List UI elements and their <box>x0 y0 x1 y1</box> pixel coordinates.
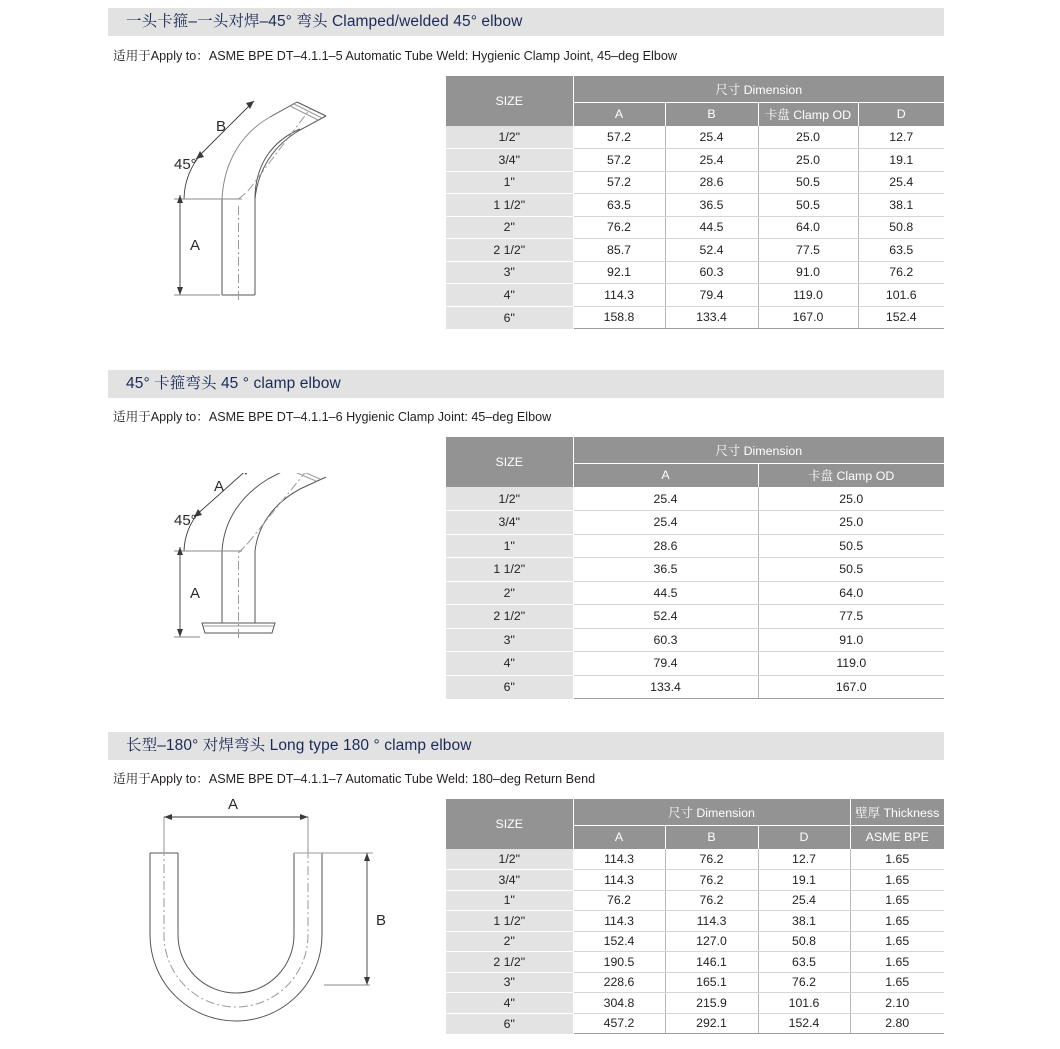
cell-a: 25.4 <box>573 511 758 535</box>
cell-d: 12.7 <box>758 849 850 870</box>
dimension-label-b: B <box>376 912 387 929</box>
cell-size: 3/4" <box>446 149 573 172</box>
table-row <box>446 628 944 652</box>
cell-size: 1" <box>446 534 573 558</box>
column-header-clamp-od: 卡盘 Clamp OD <box>758 102 858 126</box>
cell-a: 57.2 <box>573 126 665 149</box>
table-row <box>446 675 944 699</box>
cell-d: 101.6 <box>858 284 944 307</box>
column-header-a: A <box>573 825 665 849</box>
cell-clamp-od: 77.5 <box>758 605 944 629</box>
cell-b: 215.9 <box>665 993 758 1014</box>
drawing-clamp-45-elbow <box>150 473 430 663</box>
table-body-1 <box>446 126 944 329</box>
table-row <box>446 1013 944 1034</box>
table-row <box>446 605 944 629</box>
cell-b: 60.3 <box>665 261 758 284</box>
column-header-a: A <box>573 102 665 126</box>
cell-a: 190.5 <box>573 952 665 973</box>
column-header-size: SIZE <box>446 76 573 126</box>
column-group-header-thickness: 壁厚 Thickness <box>850 799 944 825</box>
cell-d: 19.1 <box>758 870 850 891</box>
cell-a: 114.3 <box>573 870 665 891</box>
cell-b: 44.5 <box>665 216 758 239</box>
cell-a: 114.3 <box>573 284 665 307</box>
cell-a: 114.3 <box>573 849 665 870</box>
cell-size: 2 1/2" <box>446 605 573 629</box>
cell-clamp-od: 167.0 <box>758 306 858 329</box>
cell-a: 152.4 <box>573 931 665 952</box>
dimension-label-a: A <box>228 796 239 813</box>
table-row <box>446 558 944 582</box>
cell-b: 76.2 <box>665 870 758 891</box>
cell-size: 2" <box>446 581 573 605</box>
section-title-1: 一头卡箍–一头对焊–45° 弯头 Clamped/welded 45° elbow <box>108 8 944 36</box>
table-body-3 <box>446 849 944 1034</box>
cell-a: 85.7 <box>573 239 665 262</box>
cell-a: 57.2 <box>573 149 665 172</box>
cell-thickness: 1.65 <box>850 931 944 952</box>
cell-d: 12.7 <box>858 126 944 149</box>
cell-d: 76.2 <box>758 972 850 993</box>
cell-size: 2 1/2" <box>446 952 573 973</box>
cell-clamp-od: 119.0 <box>758 284 858 307</box>
drawing-long-180-return-bend <box>120 795 420 1045</box>
cell-clamp-od: 50.5 <box>758 171 858 194</box>
cell-d: 19.1 <box>858 149 944 172</box>
cell-size: 3" <box>446 628 573 652</box>
cell-size: 4" <box>446 652 573 676</box>
cell-b: 292.1 <box>665 1013 758 1034</box>
cell-d: 76.2 <box>858 261 944 284</box>
cell-b: 76.2 <box>665 890 758 911</box>
cell-a: 52.4 <box>573 605 758 629</box>
table-row <box>446 849 944 870</box>
cell-a: 133.4 <box>573 675 758 699</box>
cell-size: 4" <box>446 284 573 307</box>
cell-b: 79.4 <box>665 284 758 307</box>
column-group-header-dimension: 尺寸 Dimension <box>573 799 850 825</box>
cell-size: 3/4" <box>446 511 573 535</box>
cell-size: 3/4" <box>446 870 573 891</box>
column-header-a: A <box>573 463 758 487</box>
table-row <box>446 890 944 911</box>
cell-a: 44.5 <box>573 581 758 605</box>
cell-size: 6" <box>446 306 573 329</box>
cell-size: 3" <box>446 972 573 993</box>
cell-clamp-od: 50.5 <box>758 534 944 558</box>
column-header-b: B <box>665 825 758 849</box>
cell-b: 76.2 <box>665 849 758 870</box>
cell-clamp-od: 167.0 <box>758 675 944 699</box>
cell-size: 1 1/2" <box>446 911 573 932</box>
column-group-header-dimension: 尺寸 Dimension <box>573 76 944 102</box>
cell-size: 1/2" <box>446 126 573 149</box>
table-row <box>446 911 944 932</box>
cell-size: 1 1/2" <box>446 558 573 582</box>
cell-thickness: 1.65 <box>850 911 944 932</box>
table-row <box>446 993 944 1014</box>
cell-a: 158.8 <box>573 306 665 329</box>
cell-clamp-od: 64.0 <box>758 216 858 239</box>
table-row <box>446 870 944 891</box>
cell-size: 2" <box>446 931 573 952</box>
cell-clamp-od: 119.0 <box>758 652 944 676</box>
cell-d: 152.4 <box>758 1013 850 1034</box>
cell-b: 146.1 <box>665 952 758 973</box>
column-header-size: SIZE <box>446 437 573 487</box>
table-row <box>446 126 944 149</box>
dimension-table-3 <box>446 799 944 1034</box>
table-row <box>446 534 944 558</box>
cell-a: 76.2 <box>573 216 665 239</box>
table-row <box>446 581 944 605</box>
table-row <box>446 239 944 262</box>
table-row <box>446 194 944 217</box>
cell-a: 60.3 <box>573 628 758 652</box>
cell-size: 3" <box>446 261 573 284</box>
table-row <box>446 261 944 284</box>
cell-d: 152.4 <box>858 306 944 329</box>
table-row <box>446 972 944 993</box>
cell-size: 2" <box>446 216 573 239</box>
dimension-label-b: B <box>216 118 227 135</box>
cell-clamp-od: 50.5 <box>758 558 944 582</box>
cell-a: 28.6 <box>573 534 758 558</box>
cell-thickness: 2.10 <box>850 993 944 1014</box>
cell-thickness: 1.65 <box>850 870 944 891</box>
table-row <box>446 216 944 239</box>
cell-b: 52.4 <box>665 239 758 262</box>
cell-clamp-od: 91.0 <box>758 261 858 284</box>
table-row <box>446 306 944 329</box>
cell-d: 38.1 <box>758 911 850 932</box>
dimension-label-upper-a: A <box>214 478 225 495</box>
cell-size: 1/2" <box>446 487 573 511</box>
column-header-size: SIZE <box>446 799 573 849</box>
cell-clamp-od: 64.0 <box>758 581 944 605</box>
column-header-b: B <box>665 102 758 126</box>
cell-size: 1 1/2" <box>446 194 573 217</box>
cell-a: 57.2 <box>573 171 665 194</box>
cell-a: 92.1 <box>573 261 665 284</box>
table-row <box>446 652 944 676</box>
cell-clamp-od: 77.5 <box>758 239 858 262</box>
cell-size: 1" <box>446 890 573 911</box>
cell-size: 1/2" <box>446 849 573 870</box>
column-header-d: D <box>858 102 944 126</box>
angle-label-45: 45° <box>174 156 197 173</box>
apply-to-line-3: 适用于Apply to：ASME BPE DT–4.1.1–7 Automatic Tube Weld: 180–deg Return Bend <box>113 772 596 786</box>
cell-b: 25.4 <box>665 149 758 172</box>
cell-size: 2 1/2" <box>446 239 573 262</box>
cell-thickness: 1.65 <box>850 890 944 911</box>
cell-thickness: 1.65 <box>850 952 944 973</box>
cell-d: 38.1 <box>858 194 944 217</box>
cell-a: 228.6 <box>573 972 665 993</box>
cell-clamp-od: 25.0 <box>758 126 858 149</box>
cell-size: 6" <box>446 1013 573 1034</box>
section-title-2: 45° 卡箍弯头 45 ° clamp elbow <box>108 370 944 398</box>
cell-size: 1" <box>446 171 573 194</box>
cell-d: 25.4 <box>758 890 850 911</box>
cell-a: 76.2 <box>573 890 665 911</box>
angle-label-45: 45° <box>174 512 197 529</box>
apply-to-line-1: 适用于Apply to：ASME BPE DT–4.1.1–5 Automatic Tube Weld: Hygienic Clamp Joint, 45–deg Elbow <box>113 49 677 63</box>
cell-d: 50.8 <box>758 931 850 952</box>
cell-clamp-od: 91.0 <box>758 628 944 652</box>
table-row <box>446 952 944 973</box>
apply-to-line-2: 适用于Apply to：ASME BPE DT–4.1.1–6 Hygienic Clamp Joint: 45–deg Elbow <box>113 410 552 424</box>
table-row <box>446 171 944 194</box>
table-row <box>446 149 944 172</box>
column-header-d: D <box>758 825 850 849</box>
cell-d: 63.5 <box>858 239 944 262</box>
dimension-label-lower-a: A <box>190 585 201 602</box>
table-row <box>446 284 944 307</box>
dimension-table-2 <box>446 437 944 699</box>
cell-b: 36.5 <box>665 194 758 217</box>
cell-thickness: 1.65 <box>850 972 944 993</box>
table-row <box>446 487 944 511</box>
cell-a: 304.8 <box>573 993 665 1014</box>
cell-a: 25.4 <box>573 487 758 511</box>
cell-b: 114.3 <box>665 911 758 932</box>
dimension-label-a: A <box>190 237 201 254</box>
cell-d: 25.4 <box>858 171 944 194</box>
cell-a: 36.5 <box>573 558 758 582</box>
cell-thickness: 2.80 <box>850 1013 944 1034</box>
column-header-clamp-od: 卡盘 Clamp OD <box>758 463 944 487</box>
cell-size: 4" <box>446 993 573 1014</box>
cell-a: 79.4 <box>573 652 758 676</box>
table-body-2 <box>446 487 944 699</box>
cell-d: 50.8 <box>858 216 944 239</box>
cell-clamp-od: 50.5 <box>758 194 858 217</box>
column-header-asme-bpe: ASME BPE <box>850 825 944 849</box>
cell-a: 457.2 <box>573 1013 665 1034</box>
cell-clamp-od: 25.0 <box>758 487 944 511</box>
section-title-3: 长型–180° 对焊弯头 Long type 180 ° clamp elbow <box>108 732 944 760</box>
cell-size: 6" <box>446 675 573 699</box>
cell-b: 165.1 <box>665 972 758 993</box>
table-row <box>446 931 944 952</box>
cell-b: 25.4 <box>665 126 758 149</box>
cell-a: 63.5 <box>573 194 665 217</box>
cell-a: 114.3 <box>573 911 665 932</box>
cell-clamp-od: 25.0 <box>758 149 858 172</box>
cell-d: 63.5 <box>758 952 850 973</box>
cell-thickness: 1.65 <box>850 849 944 870</box>
drawing-clamped-welded-45-elbow <box>150 95 430 335</box>
column-group-header-dimension: 尺寸 Dimension <box>573 437 944 463</box>
cell-clamp-od: 25.0 <box>758 511 944 535</box>
cell-b: 133.4 <box>665 306 758 329</box>
cell-b: 127.0 <box>665 931 758 952</box>
table-row <box>446 511 944 535</box>
dimension-table-1 <box>446 76 944 329</box>
cell-d: 101.6 <box>758 993 850 1014</box>
cell-b: 28.6 <box>665 171 758 194</box>
